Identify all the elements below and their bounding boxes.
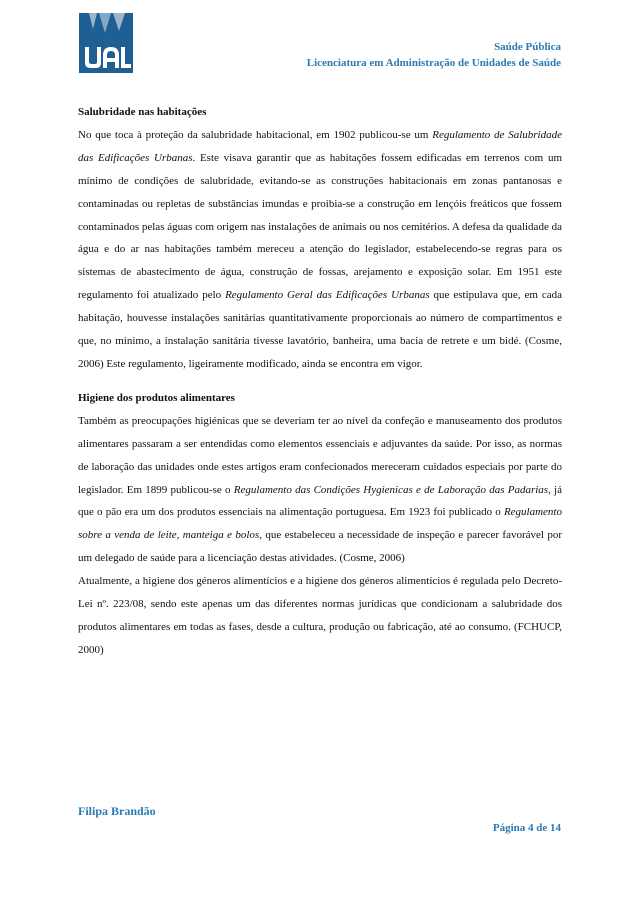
text-run: , que estabeleceu a necessidade de inspeção e parecer favorável por um delegado de saúde para a licenciação destas atividades. (Cosme, 2006) [78, 529, 563, 565]
ual-logo [79, 13, 133, 73]
section-heading-salubridade: Salubridade nas habitações [78, 106, 207, 118]
text-run: No que toca à proteção da salubridade habitacional, em 1902 publicou-se um [78, 128, 433, 141]
section-heading-higiene: Higiene dos produtos alimentares [78, 391, 235, 404]
italic-title: Regulamento das Condições Hygienicas e de Laboração das Padarias, [233, 483, 551, 496]
text-run: já que o pão era um dos produtos essenciais na alimentação portuguesa. Em 1923 foi publicado o [78, 483, 563, 519]
paragraph-higiene-2: Atualmente, a higiene dos géneros alimentícios e a higiene dos géneros alimentícios é regulada pelo Decreto-Lei nº. 223/08, sendo este apenas um das diferentes normas jurídicas que condicionam a salubridade dos produtos alimentares em todas as fases, desde a cultura, produção ou fabricação, até ao consumo. (FCHUCP, 2000) [78, 575, 562, 656]
document-header [307, 39, 561, 71]
paragraph-higiene-1 [78, 410, 562, 570]
italic-title: Regulamento sobre a venda de leite, manteiga e bolos [78, 506, 562, 542]
text-run: que estipulava que, em cada habitação, houvesse instalações sanitárias quantitativamente proporcionais ao número de compartimentos e que, no mínimo, a instalação sanitária tivesse lavatório, banheira, uma bacia de retrete e um bidé. (Cosme, 2006) Este regulamento, ligeiramente modificado, ainda se encontra em vigor. [78, 289, 562, 370]
spacer [78, 376, 562, 387]
text-run: . Este visava garantir que as habitações fossem edificadas em terrenos com um mínimo de condições de salubridade, evitando-se as construções habitacionais em zonas pantanosas e contaminadas ou repletas de substâncias imundas e proibia-se a construção em lençóis freáticos que fossem contaminados pelas águas com origem nas instalações de animais ou nos cemitérios. A defesa da qualidade da água e do ar nas habitações também mereceu a atenção do legislador, estabelecendo-se regras para os sistemas de abastecimento de água, construção de fossas, arejamento e exposição solar. Em 1951 este regulamento foi atualizado pelo [78, 151, 562, 302]
italic-title: Regulamento de Salubridade das Edificações Urbanas [78, 128, 562, 164]
text-run: Também as preocupações higiénicas que se deveriam ter ao nível da confeção e manuseamento dos produtos alimentares passaram a ser entendidas como elementos essenciais e adjuvantes da saúde. Por isso, as normas de laboração das unidades onde estes artigos eram confecionados mereceram cuidados especiais por parte do legislador. Em 1899 publicou-se o [78, 414, 562, 496]
paragraph-salubridade [78, 124, 562, 376]
footer-author: Filipa Brandão [78, 804, 156, 818]
page-body [78, 101, 562, 662]
header-subject: Saúde Pública [494, 41, 561, 53]
ual-logo-graphic [79, 13, 133, 73]
header-course: Licenciatura em Administração de Unidades de Saúde [306, 57, 561, 69]
page-number: Página 4 de 14 [492, 822, 561, 834]
italic-title: Regulamento Geral das Edificações Urbanas [225, 289, 430, 302]
